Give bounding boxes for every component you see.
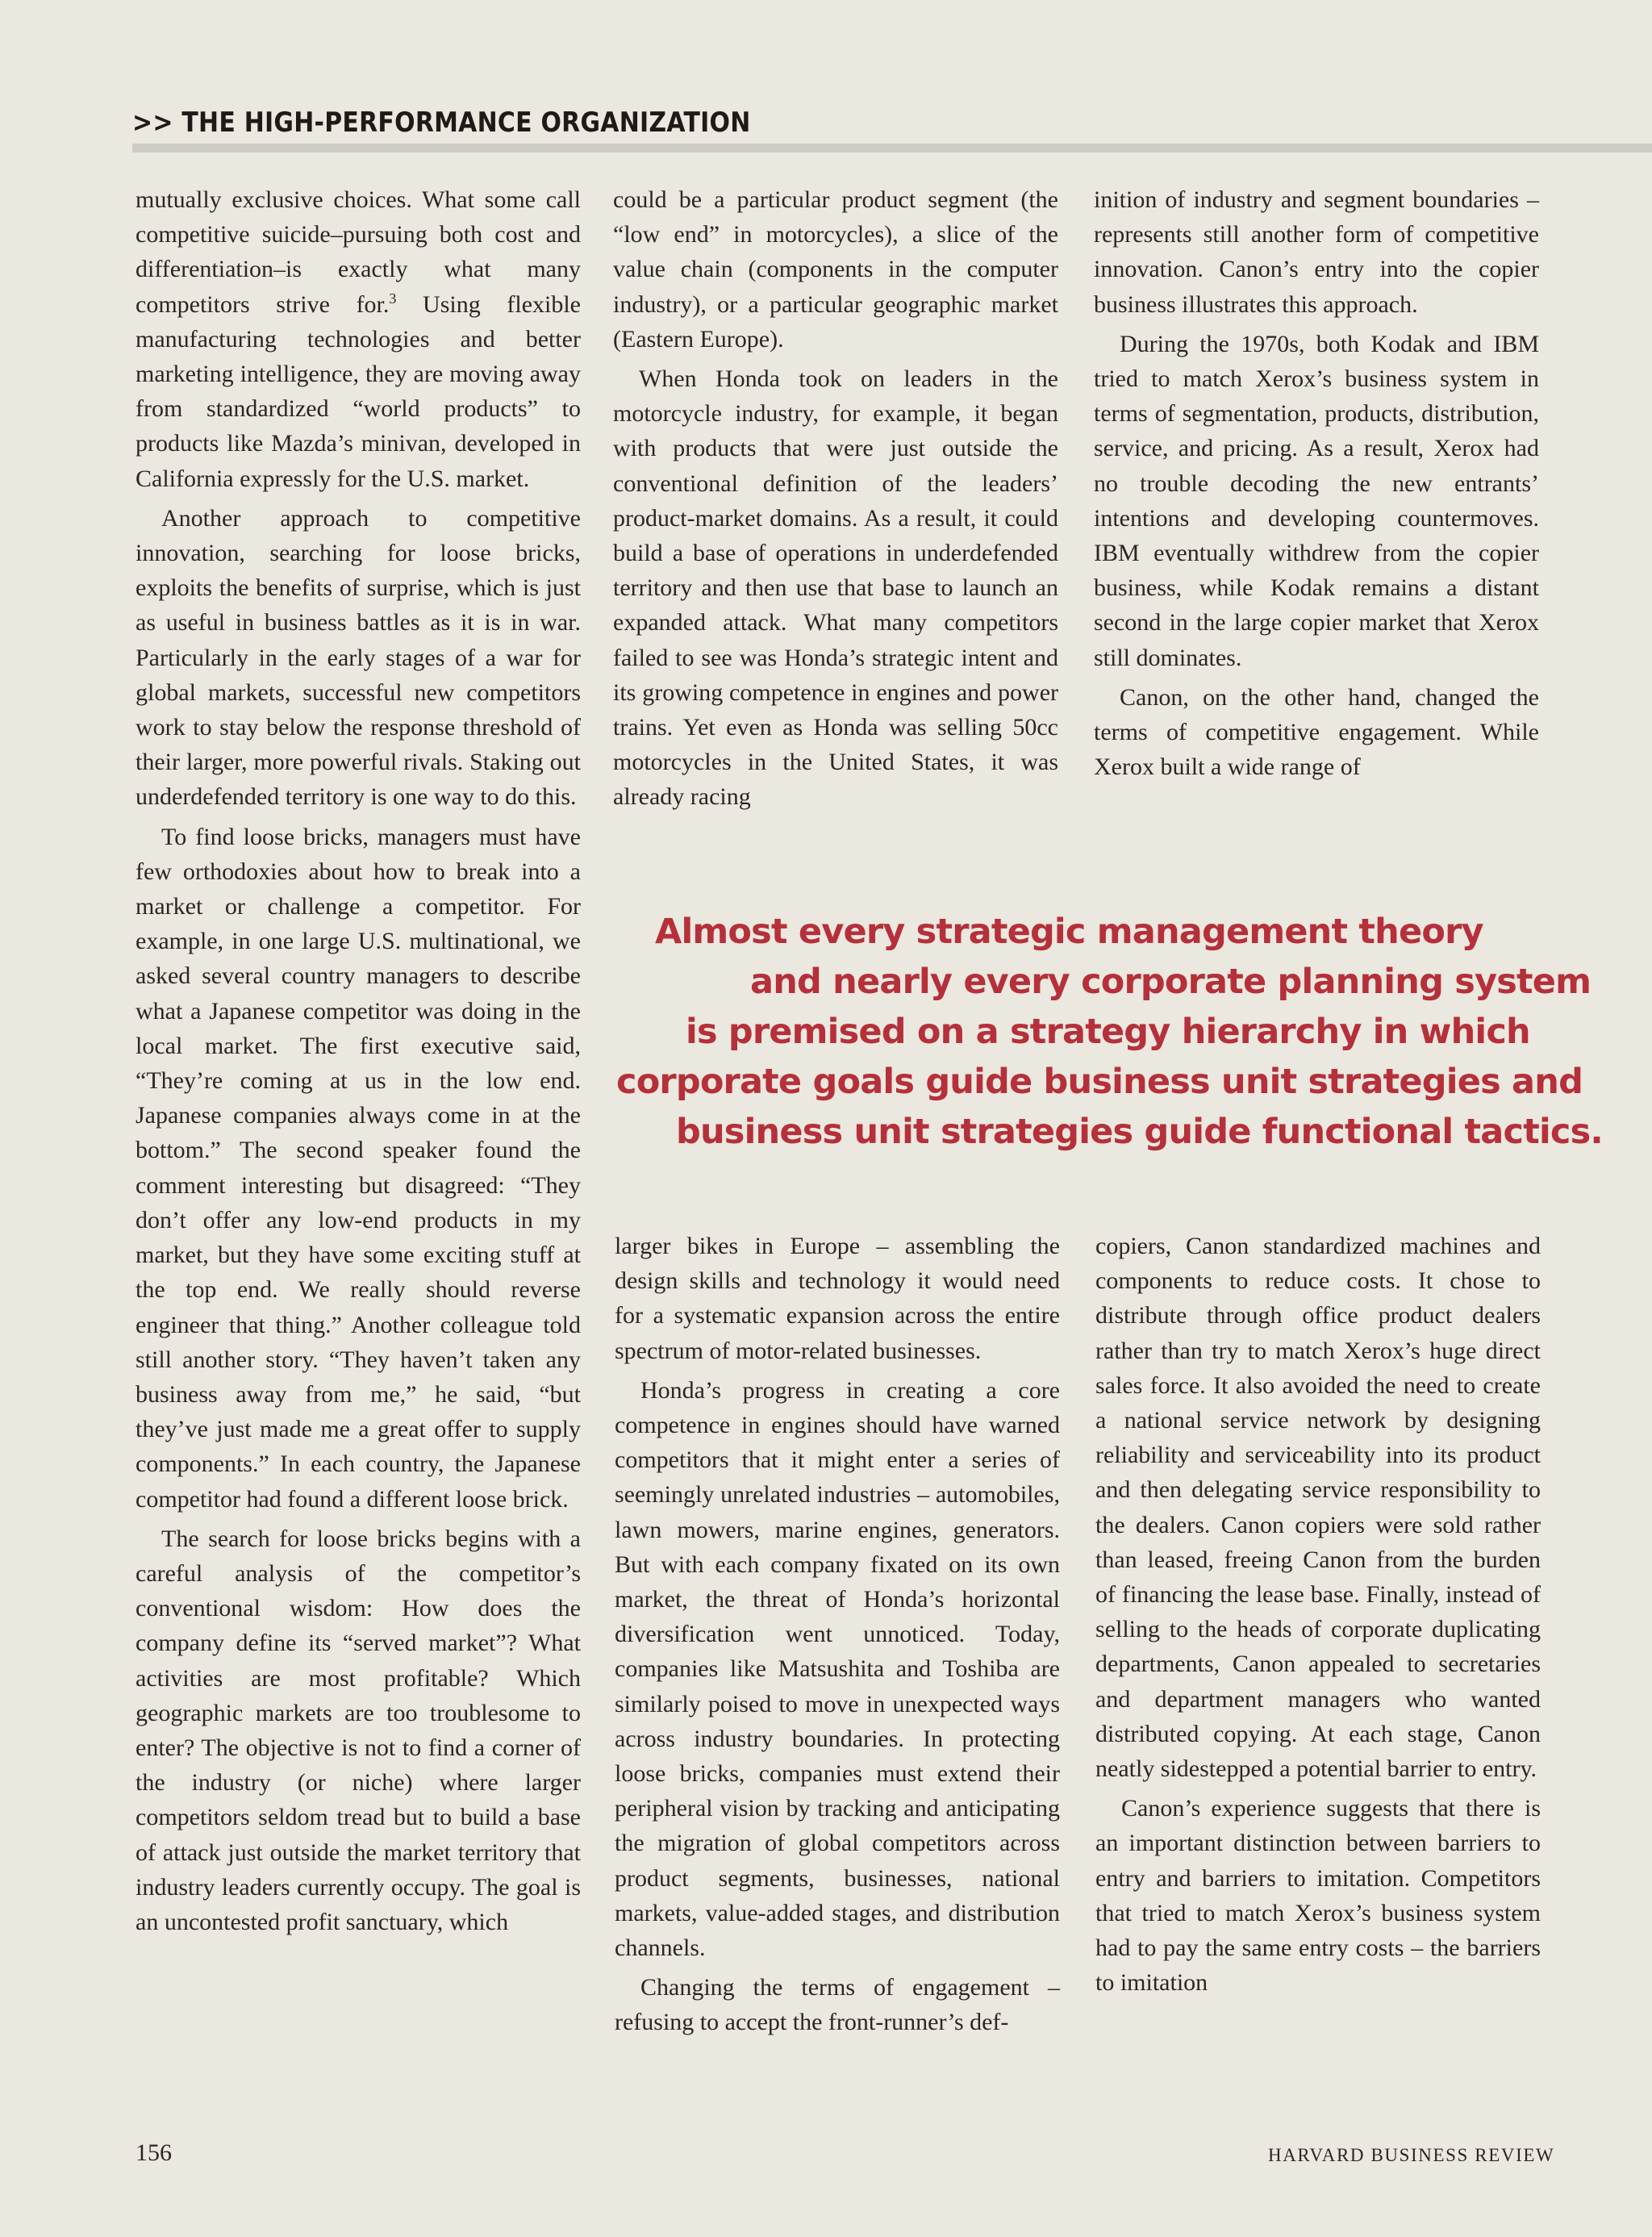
header-rule [132,144,1652,152]
pull-quote-line: is premised on a strategy hierarchy in which [686,1012,1530,1052]
page-number: 156 [136,2139,172,2166]
section-header: >> THE HIGH-PERFORMANCE ORGANIZATION [132,106,751,139]
column-2-top [613,182,1058,815]
paragraph: Canon, on the other hand, changed the terms of competitive engagement. While Xerox built a wide range of [1094,683,1539,781]
paragraph: During the 1970s, both Kodak and IBM tried to match Xerox’s business system in terms of segmentation, products, distribution, service, and pricing. As a result, Xerox had no trouble decoding the new entrants’ intentions and developing countermoves. IBM eventually withdrew from the copier business, while Kodak remains a distant second in the large copier market that Xerox still dominates. [1094,330,1539,671]
column-3-bottom [1095,1229,1541,2000]
paragraph: copiers, Canon standardized machines and components to reduce costs. It chose to distribute through office product dealers rather than try to match Xerox’s huge direct sales force. It also avoided the need to create a national service network by designing reliability and serviceability into its product and then delegating service responsibility to the dealers. Canon copiers were sold rather than leased, freeing Canon from the burden of financing the lease base. Finally, instead of selling to the heads of corporate duplicating departments, Canon appealed to secretaries and department managers who wanted distributed copying. At each stage, Canon neatly sidestepped a potential barrier to entry. [1095,1233,1541,1783]
paragraph: could be a particular product segment (the “low end” in motorcycles), a slice of the value chain (components in the computer industry), or a particular geographic market (Eastern Europe). [613,186,1058,353]
paragraph: The search for loose bricks begins with a careful analysis of the competitor’s conventional wisdom: How does the company define its “served market”? What activities are most profitable? Which geographic markets are too troublesome to enter? The objective is not to find a corner of the industry (or niche) where larger competitors seldom tread but to build a base of attack just outside the market territory that industry leaders currently occupy. The goal is an uncontested profit sanctuary, which [136,1525,581,1935]
paragraph: larger bikes in Europe – assembling the design skills and technology it would need for a systematic expansion across the entire spectrum of motor-related businesses. [615,1233,1060,1364]
paragraph: Canon’s experience suggests that there is an important distinction between barriers to entry and barriers to imitation. Competitors that tried to match Xerox’s business system had to pay the same entry costs – the barriers to imitation [1095,1795,1541,1997]
journal-name: HARVARD BUSINESS REVIEW [1268,2145,1555,2165]
paragraph: When Honda took on leaders in the motorcycle industry, for example, it began with products that were just outside the conventional definition of the leaders’ product-market domains. As a result, it could build a base of operations in underdefended territory and then use that base to launch an expanded attack. What many competitors failed to see was Honda’s strategic intent and its growing competence in engines and power trains. Yet even as Honda was selling 50cc motorcycles in the United States, it was already racing [613,365,1058,811]
pull-quote-line: business unit strategies guide functional tactics. [676,1112,1603,1152]
column-1 [136,182,581,1939]
column-3-top [1094,182,1539,784]
pull-quote-line: Almost every strategic management theory [655,912,1483,952]
pull-quote [605,907,1603,1157]
pull-quote-line: corporate goals guide business unit strategies and [616,1062,1583,1102]
column-2-bottom [615,1229,1060,2040]
paragraph: mutually exclusive choices. What some call competitive suicide–pursuing both cost and differentiation–is exactly what many competitors strive for.$^3$ Using flexible manufacturing technologies and better marketing intelligence, they are moving away from standardized “world products” to products like Mazda’s minivan, developed in California expressly for the U.S. market. [136,186,581,492]
paragraph: To find loose bricks, managers must have few orthodoxies about how to break into a market or challenge a competitor. For example, in one large U.S. multinational, we asked several country managers to describe what a Japanese competitor was doing in the local market. The first executive said, “They’re coming at us in the low end. Japanese companies always come in at the bottom.” The second speaker found the comment interesting but disagreed: “They don’t offer any low-end products in my market, but they have some exciting stuff at the top end. We really should reverse engineer that thing.” Another colleague told still another story. “They haven’t taken any business away from me,” he said, “but they’ve just made me a great offer to supply components.” In each country, the Japanese competitor had found a different loose brick. [136,823,581,1513]
paragraph: inition of industry and segment boundaries – represents still another form of competitive innovation. Canon’s entry into the copier business illustrates this approach. [1094,186,1539,318]
paragraph: Changing the terms of engagement – refusing to accept the front-runner’s def- [615,1974,1060,2036]
paragraph: Another approach to competitive innovation, searching for loose bricks, exploits the benefits of surprise, which is just as useful in business battles as it is in war. Particularly in the early stages of a war for global markets, successful new competitors work to stay below the response threshold of their larger, more powerful rivals. Staking out underdefended territory is one way to do this. [136,504,581,811]
footnote-ref[interactable]: 3 [389,290,397,307]
pull-quote-line: and nearly every corporate planning system [750,962,1592,1002]
paragraph: Honda’s progress in creating a core competence in engines should have warned competitors that it might enter a series of seemingly unrelated industries – automobiles, lawn mowers, marine engines, generators. But with each company fixated on its own market, the threat of Honda’s horizontal diversification went unnoticed. Today, companies like Matsushita and Toshiba are similarly poised to move in unexpected ways across industry boundaries. In protecting loose bricks, companies must extend their peripheral vision by tracking and anticipating the migration of global competitors across product segments, businesses, national markets, value-added stages, and distribution channels. [615,1376,1060,1962]
